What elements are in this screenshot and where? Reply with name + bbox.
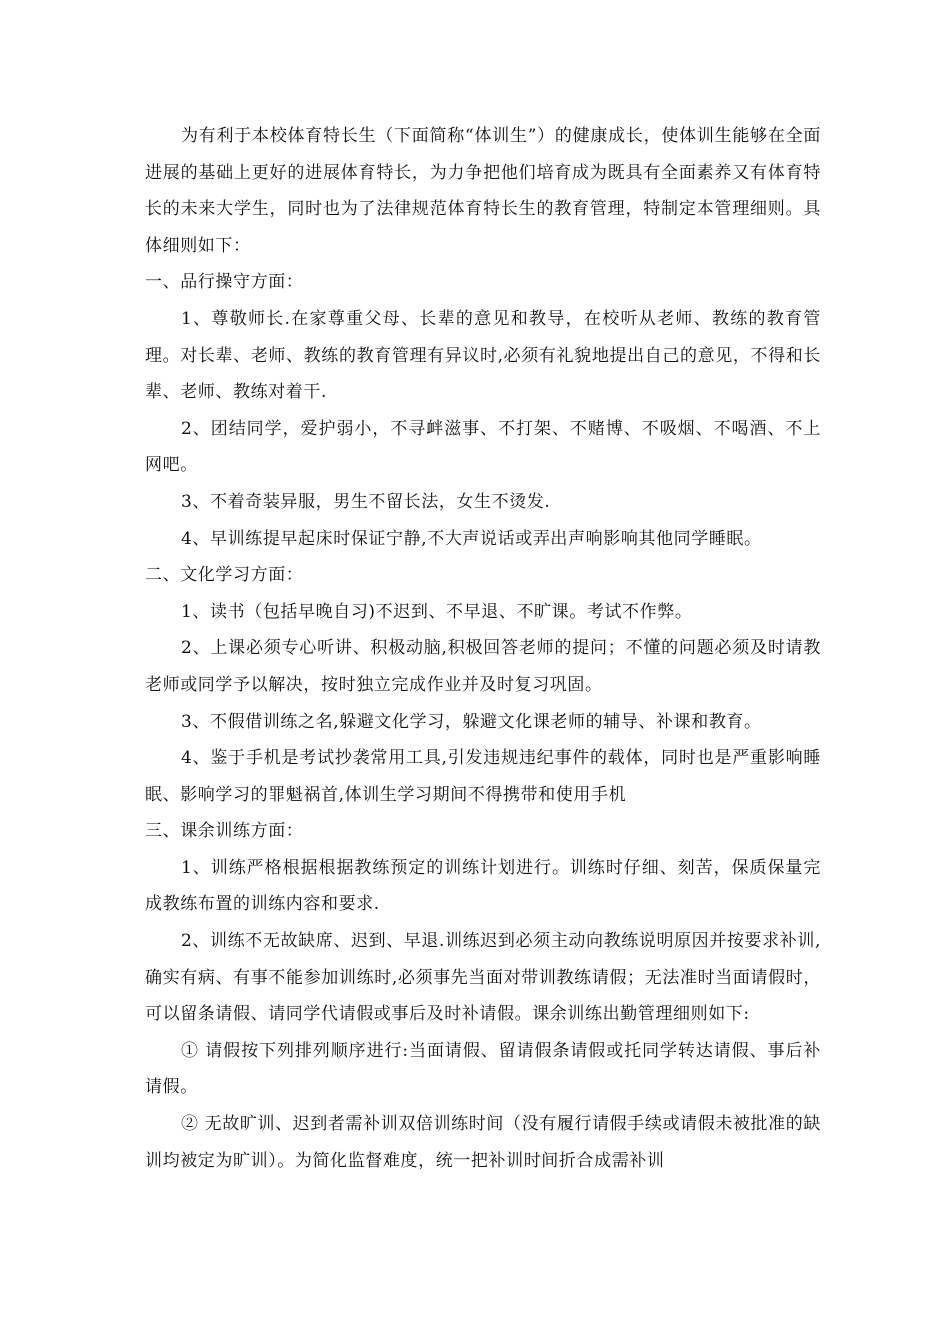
conduct-rule-4: 4、早训练提早起床时保证宁静,不大声说话或弄出声响影响其他同学睡眠。: [181, 528, 762, 549]
section-heading-conduct: 一、品行操守方面：: [145, 272, 304, 293]
conduct-rule-1: 1、尊敬师长.在家尊重父母、长辈的意见和教导，在校听从老师、教练的教育管理。对长辈、老师、教练的教育管理有异议时,必须有礼貌地提出自己的意见，不得和长辈、老师、教练对着干.: [145, 308, 821, 403]
study-rule-2: 2、上课必须专心听讲、积极动脑,积极回答老师的提问；不懂的问题必须及时请教老师或同学予以解决，按时独立完成作业并及时复习巩固。: [145, 638, 821, 695]
section-heading-study: 二、文化学习方面：: [145, 565, 304, 586]
attendance-item-1: ① 请假按下列排列顺序进行:当面请假、留请假条请假或托同学转达请假、事后补请假。: [145, 1040, 821, 1098]
conduct-rule-3: 3、不着奇装异服，男生不留长法，女生不烫发.: [181, 491, 551, 512]
training-rule-2: 2、训练不无故缺席、迟到、早退.训练迟到必须主动向教练说明原因并按要求补训,确实有病、有事不能参加训练时,必须事先当面对带训教练请假；无法准时当面请假时，可以留条请假、请同学代请假或事后及时补请假。课余训练出勤管理细则如下:: [145, 931, 821, 1025]
section-heading-training: 三、课余训练方面：: [145, 821, 304, 842]
document-body: [145, 118, 821, 1179]
conduct-rule-2: 2、团结同学，爱护弱小，不寻衅滋事、不打架、不赌博、不吸烟、不喝酒、不上网吧。: [145, 418, 821, 476]
intro-paragraph: 为有利于本校体育特长生（下面简称“体训生”）的健康成长，使体训生能够在全面进展的基础上更好的进展体育特长，为力争把他们培育成为既具有全面素养又有体育特长的未来大学生，同时也为了法律规范体育特长生的教育管理，特制定本管理细则。具体细则如下：: [145, 126, 821, 256]
attendance-item-2: ② 无故旷训、迟到者需补训双倍训练时间（没有履行请假手续或请假未被批准的缺训均被定为旷训）。为简化监督难度，统一把补训时间折合成需补训: [145, 1114, 821, 1171]
study-rule-4: 4、鉴于手机是考试抄袭常用工具,引发违规违纪事件的载体，同时也是严重影响睡眠、影响学习的罪魁祸首,体训生学习期间不得携带和使用手机: [145, 748, 821, 805]
training-rule-1: 1、训练严格根据根据教练预定的训练计划进行。训练时仔细、刻苦，保质保量完成教练布置的训练内容和要求.: [145, 857, 821, 915]
study-rule-3: 3、不假借训练之名,躲避文化学习，躲避文化课老师的辅导、补课和教育。: [181, 711, 762, 732]
study-rule-1: 1、读书（包括早晚自习)不迟到、不早退、不旷课。考试不作弊。: [181, 601, 693, 622]
